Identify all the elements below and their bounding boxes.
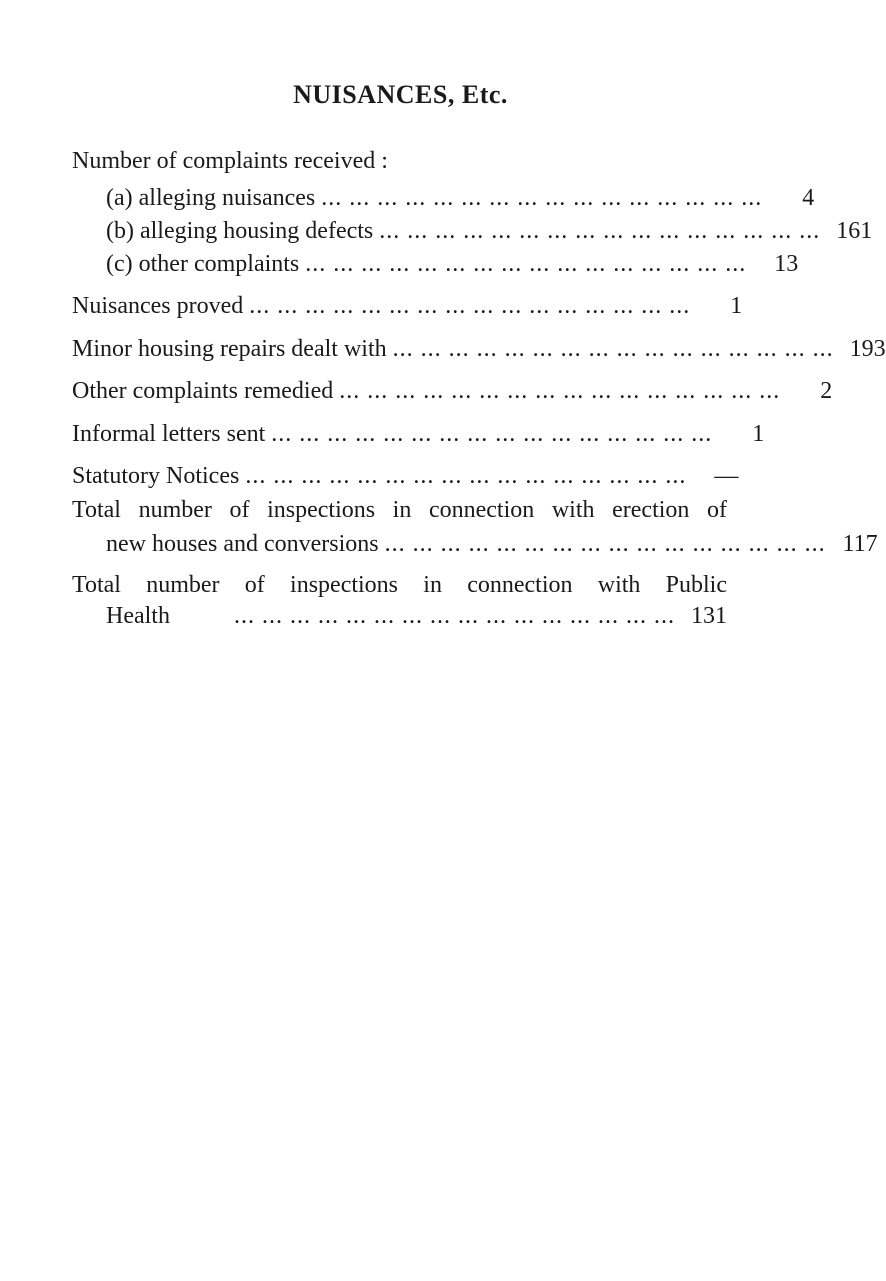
dot-leader: ... ... ... ... ... ... ... ... ... ... ... ... ... ... ... ...: [384, 531, 826, 557]
dot-leader: ... ... ... ... ... ... ... ... ... ... ... ... ... ... ... ...: [271, 421, 713, 447]
complaint-row-other: [106, 248, 799, 280]
row-minor-housing-repairs: [72, 333, 886, 365]
row-value: 13: [774, 251, 799, 277]
dot-leader: ... ... ... ... ... ... ... ... ... ... ... ... ... ... ... ...: [339, 378, 781, 404]
row-nuisances-proved: [72, 290, 743, 322]
dot-leader: ... ... ... ... ... ... ... ... ... ... ... ... ... ... ... ...: [379, 218, 821, 244]
row-label: (c) other complaints: [106, 251, 300, 277]
row-other-complaints-remedied: [72, 375, 833, 407]
row-label: new houses and conversions: [106, 531, 379, 557]
dot-leader: ... ... ... ... ... ... ... ... ... ... ... ... ... ... ... ...: [249, 293, 691, 319]
row-value: 193: [849, 336, 886, 362]
row-label: Health: [106, 603, 170, 629]
dot-leader: ... ... ... ... ... ... ... ... ... ... ... ... ... ... ... ...: [392, 336, 834, 362]
row-informal-letters: [72, 418, 765, 450]
row-value: —: [714, 463, 739, 489]
inspections-new-houses-line1: Total number of inspections in connection with erection of: [72, 497, 727, 523]
row-label: Nuisances proved: [72, 293, 244, 319]
dot-leader: ... ... ... ... ... ... ... ... ... ... ... ... ... ... ... ...: [234, 603, 675, 629]
row-value: 4: [802, 185, 815, 211]
inspections-public-health-line1: Total number of inspections in connection with Public: [72, 572, 727, 598]
row-value: 2: [820, 378, 833, 404]
row-label: (b) alleging housing defects: [106, 218, 374, 244]
row-value: 117: [842, 531, 878, 557]
dot-leader: ... ... ... ... ... ... ... ... ... ... ... ... ... ... ... ...: [305, 251, 747, 277]
complaint-row-housing-defects: [106, 215, 873, 247]
dot-leader: ... ... ... ... ... ... ... ... ... ... ... ... ... ... ... ...: [245, 463, 687, 489]
complaints-heading: Number of complaints received :: [72, 148, 388, 174]
row-value: 161: [836, 218, 873, 244]
page-title: NUISANCES, Etc.: [293, 80, 508, 109]
row-label: Statutory Notices: [72, 463, 240, 489]
row-label: Informal letters sent: [72, 421, 266, 447]
row-inspections-new-houses: [106, 528, 878, 560]
row-label: Minor housing repairs dealt with: [72, 336, 387, 362]
row-statutory-notices: [72, 460, 739, 492]
complaint-row-nuisances: [106, 182, 815, 214]
row-label: (a) alleging nuisances: [106, 185, 316, 211]
row-value: 131: [691, 603, 727, 629]
row-value: 1: [730, 293, 743, 319]
row-value: 1: [752, 421, 765, 447]
row-inspections-public-health: [106, 600, 727, 632]
dot-leader: ... ... ... ... ... ... ... ... ... ... ... ... ... ... ... ...: [321, 185, 763, 211]
row-label: Other complaints remedied: [72, 378, 334, 404]
